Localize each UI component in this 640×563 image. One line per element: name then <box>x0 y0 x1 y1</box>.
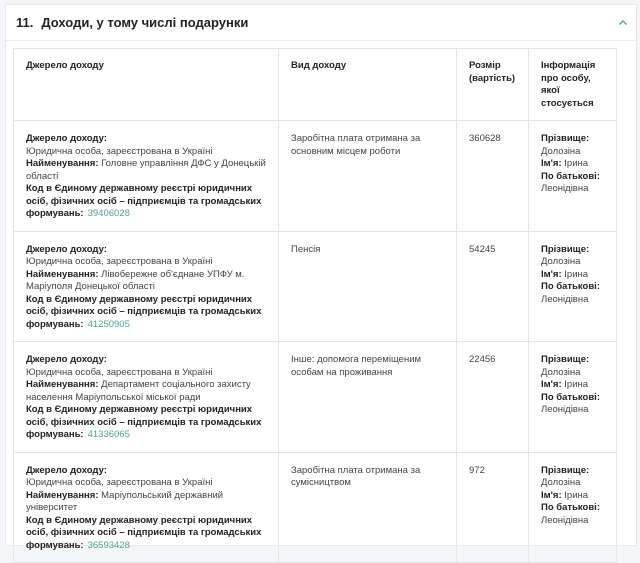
table-row <box>14 342 617 453</box>
patronymic-value: Леонідівна <box>541 293 589 305</box>
patronymic-label: По батькові: <box>541 281 600 292</box>
section-number: 11. <box>16 15 34 30</box>
table-row <box>14 121 617 232</box>
person-cell <box>529 231 617 342</box>
code-label: Код в Єдиному державному реєстрі юридичних осіб, фізичних осіб – підприємців та громадських формувань: <box>26 293 262 330</box>
firstname-label: Ім'я: <box>541 489 562 501</box>
patronymic-label: По батькові: <box>541 502 600 513</box>
name-label: Найменування: <box>26 268 99 280</box>
source-label: Джерело доходу: <box>26 243 107 255</box>
source-name: Лівобережне об'єднане УПФУ м. Маріуполя Донецької області <box>26 268 245 292</box>
amount-cell: 22456 <box>457 342 529 453</box>
patronymic-label: По батькові: <box>541 391 600 403</box>
firstname-value: Ірина <box>564 158 589 169</box>
table-row <box>14 452 617 563</box>
source-cell <box>14 231 279 342</box>
header-amount: Розмір (вартість) <box>457 49 529 121</box>
code-label: Код в Єдиному державному реєстрі юридичних осіб, фізичних осіб – підприємців та громадських формувань: <box>26 404 262 440</box>
surname-label: Прізвище: <box>541 354 590 365</box>
header-person: Інформація про особу, якої стосується <box>529 49 617 121</box>
surname-value: Долозіна <box>541 256 581 267</box>
person-cell <box>529 342 617 453</box>
table-header-row <box>14 49 617 121</box>
surname-label: Прізвище: <box>541 464 590 476</box>
registry-code-link[interactable]: 41336065 <box>87 429 130 440</box>
firstname-label: Ім'я: <box>541 268 562 280</box>
person-cell <box>529 452 617 563</box>
table-row <box>14 231 617 342</box>
name-label: Найменування: <box>26 158 99 169</box>
source-type: Юридична особа, зареєстрована в Україні <box>26 145 213 157</box>
source-type: Юридична особа, зареєстрована в Україні <box>26 366 213 378</box>
source-cell <box>14 121 279 232</box>
source-type: Юридична особа, зареєстрована в Україні <box>26 477 213 488</box>
patronymic-value: Леонідівна <box>541 183 589 194</box>
section-title <box>16 15 248 30</box>
firstname-value: Ірина <box>564 268 589 280</box>
registry-code-link[interactable]: 39406028 <box>87 208 130 219</box>
person-cell <box>529 121 617 232</box>
code-label: Код в Єдиному державному реєстрі юридичних осіб, фізичних осіб – підприємців та громадських формувань: <box>26 183 262 219</box>
firstname-label: Ім'я: <box>541 379 562 390</box>
source-cell <box>14 342 279 453</box>
income-type-cell: Інше: допомога переміщеним особам на проживання <box>279 342 457 453</box>
surname-label: Прізвище: <box>541 133 590 144</box>
registry-code-link[interactable]: 36593428 <box>87 539 130 551</box>
patronymic-value: Леонідівна <box>541 514 589 526</box>
name-label: Найменування: <box>26 379 99 390</box>
source-label: Джерело доходу: <box>26 133 107 144</box>
firstname-value: Ірина <box>564 379 589 390</box>
firstname-value: Ірина <box>564 489 589 501</box>
patronymic-value: Леонідівна <box>541 404 589 415</box>
source-cell <box>14 452 279 563</box>
section-header[interactable] <box>6 5 636 41</box>
amount-cell: 360628 <box>457 121 529 232</box>
income-type-cell: Заробітна плата отримана за основним місцем роботи <box>279 121 457 232</box>
code-label: Код в Єдиному державному реєстрі юридичних осіб, фізичних осіб – підприємців та громадських формувань: <box>26 514 262 551</box>
source-type: Юридична особа, зареєстрована в Україні <box>26 256 213 267</box>
amount-cell: 54245 <box>457 231 529 342</box>
surname-value: Долозіна <box>541 366 581 378</box>
header-source: Джерело доходу <box>14 49 279 121</box>
firstname-label: Ім'я: <box>541 158 562 169</box>
source-name: Департамент соціального захисту населення Маріупольської міської ради <box>26 379 251 403</box>
income-table <box>13 48 617 563</box>
surname-value: Долозіна <box>541 477 581 488</box>
chevron-up-icon[interactable] <box>618 18 628 26</box>
surname-label: Прізвище: <box>541 243 590 255</box>
registry-code-link[interactable]: 41250905 <box>87 318 130 330</box>
source-label: Джерело доходу: <box>26 354 107 365</box>
income-type-cell: Пенсія <box>279 231 457 342</box>
name-label: Найменування: <box>26 489 99 501</box>
surname-value: Долозіна <box>541 145 581 157</box>
source-label: Джерело доходу: <box>26 464 107 476</box>
amount-cell: 972 <box>457 452 529 563</box>
section-title-text: Доходи, у тому числі подарунки <box>41 15 249 30</box>
patronymic-label: По батькові: <box>541 170 600 182</box>
source-name: Головне управління ДФС у Донецькій області <box>26 158 266 182</box>
income-type-cell: Заробітна плата отримана за сумісництвом <box>279 452 457 563</box>
source-name: Маріупольський державний університет <box>26 489 224 513</box>
header-income-type: Вид доходу <box>279 49 457 121</box>
